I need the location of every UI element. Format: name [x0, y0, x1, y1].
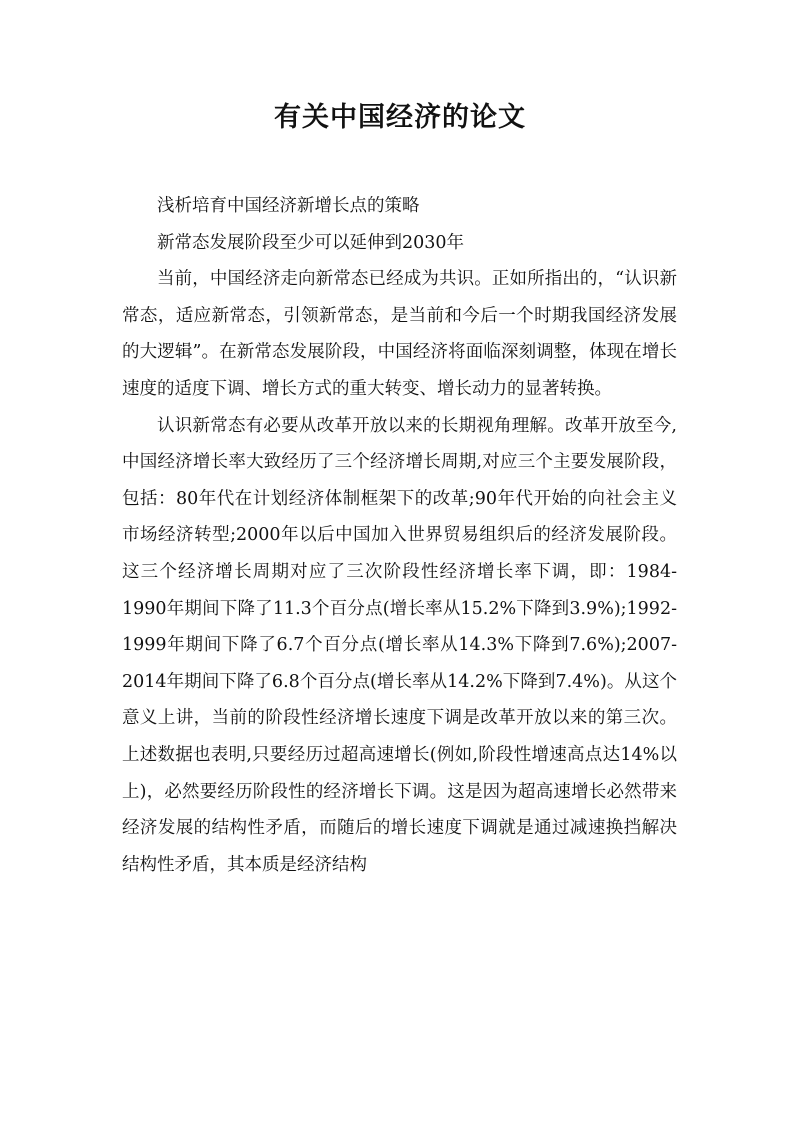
- paragraph: 当前，中国经济走向新常态已经成为共识。正如所指出的，“认识新常态，适应新常态，引领新常态，是当前和今后一个时期我国经济发展的大逻辑”。在新常态发展阶段，中国经济将面临深刻调整，体现在增长速度的适度下调、增长方式的重大转变、增长动力的显著转换。: [122, 269, 677, 399]
- document-title: 有关中国经济的论文: [274, 102, 526, 133]
- paragraph: 认识新常态有必要从改革开放以来的长期视角理解。改革开放至今,中国经济增长率大致经历了三个经济增长周期,对应三个主要发展阶段，包括：80年代在计划经济体制框架下的改革;90年代开始的向社会主义市场经济转型;2000年以后中国加入世界贸易组织后的经济发展阶段。这三个经济增长周期对应了三次阶段性经济增长率下调，即：1984-1990年期间下降了11.3个百分点(增长率从15.2%下降到3.9%);1992-1999年期间下降了6.7个百分点(增长率从14.3%下降到7.6%);2007-2014年期间下降了6.8个百分点(增长率从14.2%下降到7.4%)。从这个意义上讲，当前的阶段性经济增长速度下调是改革开放以来的第三次。上述数据也表明,只要经历过超高速增长(例如,阶段性增速高点达14%以上)，必然要经历阶段性的经济增长下调。这是因为超高速增长必然带来经济发展的结构性矛盾，而随后的增长速度下调就是通过减速换挡解决结构性矛盾，其本质是经济结构: [122, 415, 677, 875]
- paragraph-heading: 新常态发展阶段至少可以延伸到2030年: [157, 232, 465, 253]
- paragraph-subtitle: 浅析培育中国经济新增长点的策略: [157, 196, 420, 216]
- document-body: [122, 188, 677, 883]
